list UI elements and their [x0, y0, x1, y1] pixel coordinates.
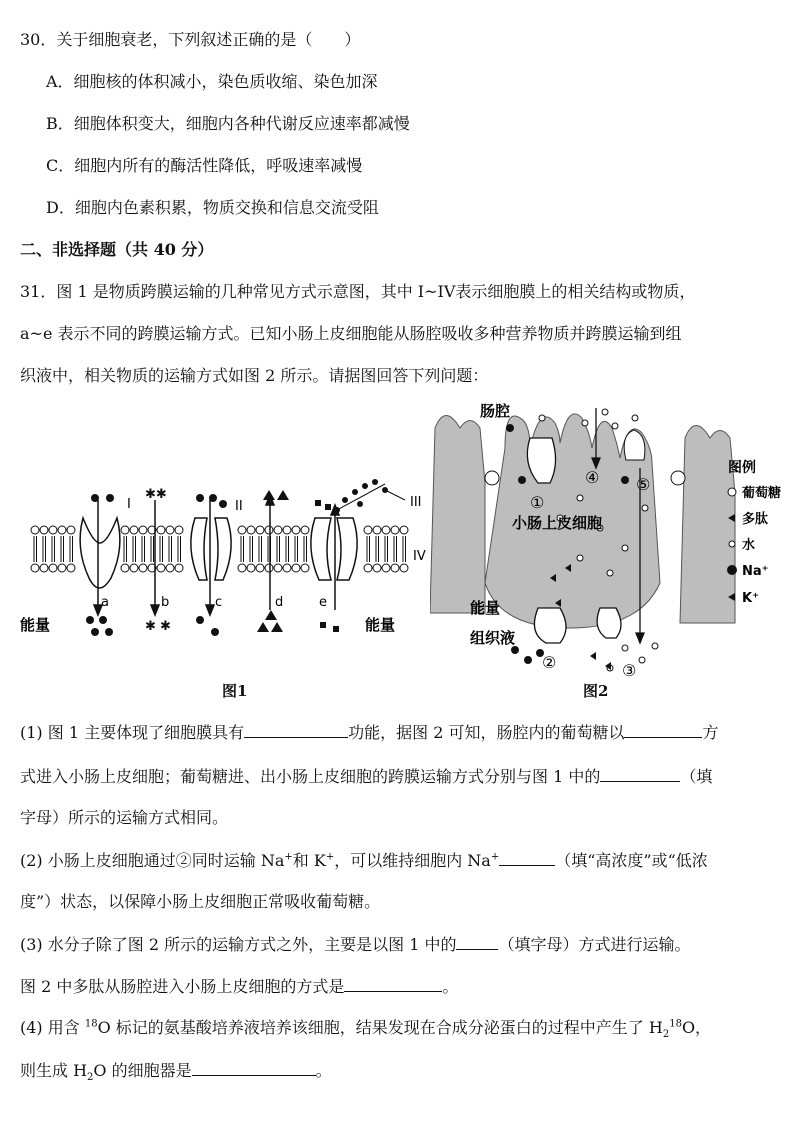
neighbor-cell-left [430, 416, 485, 614]
sub1-text-a: (1) 图 1 主要体现了细胞膜具有 [20, 723, 245, 742]
phospholipid-head [373, 526, 381, 534]
marker-1: ① [530, 493, 545, 512]
na-charge: + [284, 851, 293, 863]
label-II: II [235, 499, 243, 514]
phospholipid-head [157, 526, 165, 534]
answer-blank-water-letter[interactable] [456, 934, 498, 950]
q30-stem: 30．关于细胞衰老，下列叙述正确的是（ ） [20, 30, 361, 49]
answer-blank-letters[interactable] [600, 766, 680, 782]
phospholipid-head [139, 526, 147, 534]
carrier-2 [534, 608, 566, 643]
isotope-mass-2: 18 [669, 1018, 682, 1030]
phospholipid-head [364, 526, 372, 534]
marker-2: ② [542, 653, 557, 672]
lumen-label: 肠腔 [480, 402, 511, 420]
label-I: I [127, 497, 131, 512]
answer-blank-function[interactable] [244, 722, 348, 738]
energy-left-label: 能量 [20, 616, 51, 634]
figure-2 [430, 398, 800, 688]
q31-intro-1: 31．图 1 是物质跨膜运输的几种常见方式示意图，其中 I~IV表示细胞膜上的相关结构或物质， [20, 282, 696, 301]
phospholipid-head [400, 526, 408, 534]
sub3-line1 [20, 934, 690, 955]
legend-na: Na⁺ [742, 564, 769, 579]
phospholipid-head [382, 564, 390, 572]
isotope-mass: 18 [84, 1018, 98, 1030]
arrow-b-label: b [161, 595, 170, 610]
legend-k: K⁺ [742, 591, 759, 606]
sub4-text-a: (4) 用含 [20, 1018, 85, 1037]
arrow-c-label: c [215, 595, 223, 610]
phospholipid-head [238, 564, 246, 572]
arrow-d-label: d [275, 595, 284, 610]
sub1-text-d: 式进入小肠上皮细胞；葡萄糖进、出小肠上皮细胞的跨膜运输方式分别与图 1 中的 [20, 767, 601, 786]
phospholipid-head [292, 526, 300, 534]
channel-protein-II [191, 518, 231, 580]
k-charge: + [325, 851, 335, 863]
neighbor-cell-right [680, 426, 735, 624]
sub4-text-b: O 标记的氨基酸培养液培养该细胞，结果发现在合成分泌蛋白的过程中产生了 H [97, 1018, 663, 1037]
legend-glucose: 葡萄糖 [742, 486, 782, 501]
answer-blank-glucose-mode[interactable] [624, 722, 702, 738]
phospholipid-head [301, 526, 309, 534]
glycoprotein-III [334, 479, 405, 513]
sub2-text-and: 和 K [292, 851, 326, 870]
phospholipid-head [58, 564, 66, 572]
phospholipid-head [58, 526, 66, 534]
q31-intro-3: 织液中，相关物质的运输方式如图 2 所示。请据图回答下列问题： [20, 366, 489, 385]
arrow-e-label: e [319, 595, 327, 610]
tissue-fluid-label: 组织液 [470, 629, 516, 647]
sub1-text-e: （填 [680, 767, 713, 786]
phospholipid-head [67, 564, 75, 572]
phospholipid-head [265, 526, 273, 534]
sub1-line3: 字母）所示的运输方式相同。 [20, 808, 229, 827]
sub2-line2: 度”）状态，以保障小肠上皮细胞正常吸收葡萄糖。 [20, 892, 381, 911]
label-III: III [410, 495, 422, 510]
sub1-text-c: 方 [702, 723, 719, 742]
legend-peptide: 多肽 [742, 512, 769, 527]
q30-option-c: C．细胞内所有的酶活性降低，呼吸速率减慢 [46, 156, 363, 175]
phospholipid-head [247, 526, 255, 534]
phospholipid-head [130, 564, 138, 572]
phospholipid-head [265, 564, 273, 572]
sub4-line1 [20, 1018, 712, 1041]
carrier-protein-right [311, 518, 357, 580]
phospholipid-head [283, 526, 291, 534]
phospholipid-head [256, 564, 264, 572]
q31-intro-2: a~e 表示不同的跨膜运输方式。已知小肠上皮细胞能从肠腔吸收多种营养物质并跨膜运输到组 [20, 324, 682, 343]
phospholipid-head [121, 526, 129, 534]
phospholipid-head [40, 526, 48, 534]
legend-title: 图例 [728, 460, 756, 476]
cell-label: 小肠上皮细胞 [512, 514, 603, 532]
h2-subscript: 2 [662, 1029, 670, 1041]
na-charge-2: + [490, 851, 500, 863]
phospholipid-head [175, 526, 183, 534]
sub4-text-c: O， [681, 1018, 712, 1037]
marker-5: ⑤ [636, 475, 651, 494]
sub3-text-c: 图 2 中多肽从肠腔进入小肠上皮细胞的方式是 [20, 977, 345, 996]
sub2-text-b: ，可以维持细胞内 Na [334, 851, 491, 870]
sub1-line1 [20, 722, 718, 743]
label-IV: IV [413, 549, 426, 564]
phospholipid-head [31, 564, 39, 572]
q30-option-b: B．细胞体积变大，细胞内各种代谢反应速率都减慢 [46, 114, 410, 133]
carrier-3 [597, 608, 621, 638]
figure-2-caption: 图2 [583, 682, 609, 700]
q30-option-a: A．细胞核的体积减小，染色质收缩、染色加深 [46, 72, 378, 91]
phospholipid-head [157, 564, 165, 572]
energy-label: 能量 [470, 599, 501, 617]
phospholipid-head [31, 526, 39, 534]
sub4-text-d: 则生成 H [20, 1061, 88, 1080]
answer-blank-organelle[interactable] [192, 1060, 316, 1076]
sub3-text-a: (3) 水分子除了图 2 所示的运输方式之外，主要是以图 1 中的 [20, 935, 457, 954]
section-heading: 二、非选择题（共 40 分） [20, 240, 214, 259]
particles-bottom [86, 610, 339, 636]
sub4-text-e: O 的细胞器是 [93, 1061, 192, 1080]
phospholipid-head [166, 526, 174, 534]
sub3-line2 [20, 976, 458, 997]
phospholipid-head [175, 564, 183, 572]
sub2-text-c: （填“高浓度”或“低浓 [555, 851, 708, 870]
energy-right-label: 能量 [365, 616, 396, 634]
phospholipid-head [283, 564, 291, 572]
marker-4: ④ [585, 468, 600, 487]
phospholipid-head [139, 564, 147, 572]
sub3-text-b: （填字母）方式进行运输。 [498, 935, 691, 954]
marker-3: ③ [622, 661, 637, 680]
phospholipid-head [166, 564, 174, 572]
phospholipid-head [391, 564, 399, 572]
sub1-line2 [20, 766, 712, 787]
legend-water: 水 [742, 538, 756, 553]
h2o-subscript: 2 [87, 1072, 94, 1084]
phospholipid-head [247, 564, 255, 572]
phospholipid-head [364, 564, 372, 572]
figure-1 [15, 470, 435, 660]
svg-text:✱ ✱: ✱ ✱ [145, 619, 171, 634]
phospholipid-head [274, 564, 282, 572]
figure-1-caption: 图1 [222, 682, 248, 700]
sub2-text-a: (2) 小肠上皮细胞通过②同时运输 Na [20, 851, 285, 870]
sub1-text-b: 功能，据图 2 可知，肠腔内的葡萄糖以 [348, 723, 625, 742]
phospholipid-head [391, 526, 399, 534]
phospholipid-head [256, 526, 264, 534]
svg-text:✱✱: ✱✱ [145, 487, 167, 502]
sub4-text-f: 。 [315, 1061, 332, 1080]
phospholipid-head [292, 564, 300, 572]
phospholipid-head [49, 564, 57, 572]
arrow-a-label: a [101, 595, 109, 610]
carrier-protein-I [80, 518, 120, 588]
phospholipid-head [67, 526, 75, 534]
phospholipid-head [301, 564, 309, 572]
q30-option-d: D．细胞内色素积累，物质交换和信息交流受阻 [46, 198, 379, 217]
phospholipid-head [130, 526, 138, 534]
phospholipid-head [238, 526, 246, 534]
sub4-line2 [20, 1060, 332, 1084]
phospholipid-head [274, 526, 282, 534]
phospholipid-head [400, 564, 408, 572]
sub3-text-d: 。 [442, 977, 459, 996]
phospholipid-head [49, 526, 57, 534]
sub2-line1 [20, 850, 708, 871]
phospholipid-head [382, 526, 390, 534]
answer-blank-concentration[interactable] [499, 850, 555, 866]
phospholipid-head [121, 564, 129, 572]
answer-blank-peptide-mode[interactable] [344, 976, 442, 992]
phospholipid-head [40, 564, 48, 572]
phospholipid-head [373, 564, 381, 572]
